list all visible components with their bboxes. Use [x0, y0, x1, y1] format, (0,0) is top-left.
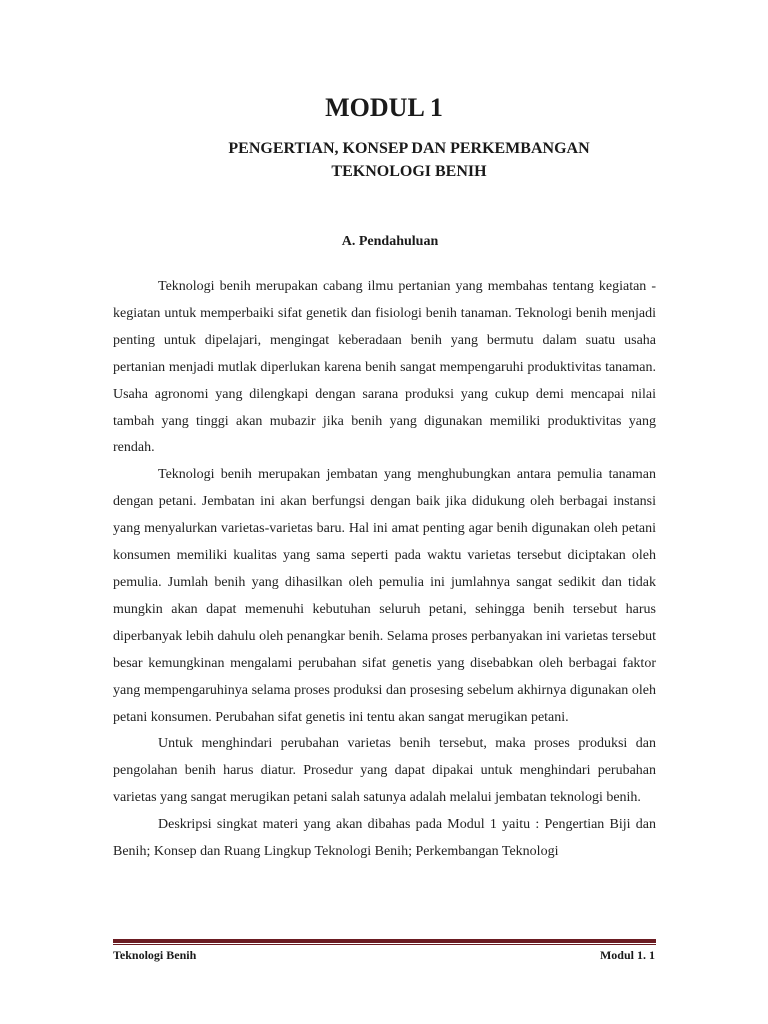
footer-rule	[113, 939, 656, 943]
subtitle-line-2: TEKNOLOGI BENIH	[331, 163, 487, 180]
body-text	[113, 274, 656, 866]
paragraph-2: Teknologi benih merupakan jembatan yang menghubungkan antara pemulia tanaman dengan petani. Jembatan ini akan berfungsi dengan baik jika didukung oleh berbagai instansi yang menyalurkan varietas-varietas baru. Hal ini amat penting agar benih digunakan oleh petani konsumen memiliki kualitas yang sama seperti pada waktu varietas tersebut diciptakan oleh pemulia. Jumlah benih yang dihasilkan oleh pemulia ini jumlahnya sangat sedikit dan tidak mungkin akan dapat memenuhi kebutuhan seluruh petani, sehingga benih tersebut harus diperbanyak lebih dahulu oleh penangkar benih. Selama proses perbanyakan ini varietas tersebut besar kemungkinan mengalami perubahan sifat genetis yang disebabkan oleh berbagai faktor yang mempengaruhinya selama proses produksi dan prosesing sebelum akhirnya digunakan oleh petani konsumen. Perubahan sifat genetis ini tentu akan sangat merugikan petani.	[113, 467, 656, 725]
module-subtitle	[0, 137, 768, 183]
footer-rule-thin	[113, 944, 656, 945]
footer-page-number: Modul 1. 1	[599, 948, 655, 962]
paragraph-1: Teknologi benih merupakan cabang ilmu pertanian yang membahas tentang kegiatan - kegiatan untuk memperbaiki sifat genetik dan fisiologi benih tanaman. Teknologi benih menjadi penting untuk dipelajari, mengingat keberadaan benih yang bermutu dalam suatu usaha pertanian menjadi mutlak diperlukan karena benih sangat mempengaruhi produktivitas tanaman. Usaha agronomi yang dilengkapi dengan sarana produksi yang cukup demi mencapai nilai tambah yang tinggi akan mubazir jika benih yang digunakan memiliki produktivitas yang rendah.	[113, 279, 656, 456]
footer-book-title: Teknologi Benih	[113, 948, 197, 962]
paragraph-3: Untuk menghindari perubahan varietas benih tersebut, maka proses produksi dan pengolahan benih harus diatur. Prosedur yang dapat dipakai untuk menghindari perubahan varietas yang sangat merugikan petani salah satunya adalah melalui jembatan teknologi benih.	[113, 736, 656, 806]
paragraph-4: Deskripsi singkat materi yang akan dibahas pada Modul 1 yaitu : Pengertian Biji dan Benih; Konsep dan Ruang Lingkup Teknologi Benih; Perkembangan Teknologi	[113, 817, 656, 860]
subtitle-line-1: PENGERTIAN, KONSEP DAN PERKEMBANGAN	[228, 140, 590, 157]
module-title: MODUL 1	[325, 93, 443, 122]
section-heading-pendahuluan: A. Pendahuluan	[341, 234, 439, 249]
